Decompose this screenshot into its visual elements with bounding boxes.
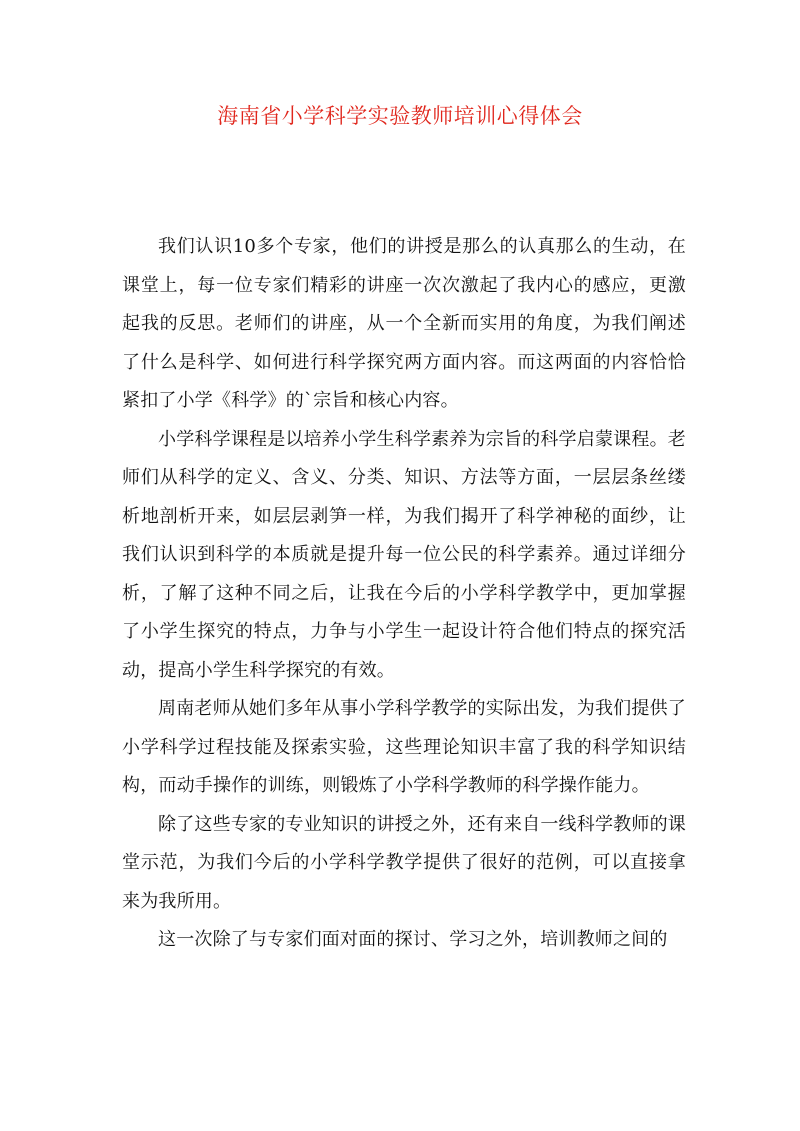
document-body [122,228,686,960]
paragraph: 这一次除了与专家们面对面的探讨、学习之外，培训教师之间的 [158,929,668,950]
paragraph: 周南老师从她们多年从事小学科学教学的实际出发，为我们提供了小学科学过程技能及探索实验，这些理论知识丰富了我的科学知识结构，而动手操作的训练，则锻炼了小学科学教师的科学操作能力。 [122,698,686,796]
document-title: 海南省小学科学实验教师培训心得体会 [217,104,583,128]
paragraph: 我们认识10多个专家，他们的讲授是那么的认真那么的生动，在课堂上，每一位专家们精彩的讲座一次次激起了我内心的感应，更激起我的反思。老师们的讲座，从一个全新而实用的角度，为我们阐述了什么是科学、如何进行科学探究两方面内容。而这两面的内容恰恰紧扣了小学《科学》的`宗旨和核心内容。 [122,236,686,411]
paragraph: 除了这些专家的专业知识的讲授之外，还有来自一线科学教师的课堂示范，为我们今后的小学科学教学提供了很好的范例，可以直接拿来为我所用。 [122,813,686,912]
paragraph: 小学科学课程是以培养小学生科学素养为宗旨的科学启蒙课程。老师们从科学的定义、含义、分类、知识、方法等方面，一层层条丝缕析地剖析开来，如层层剥笋一样，为我们揭开了科学神秘的面纱，让我们认识到科学的本质就是提升每一位公民的科学素养。通过详细分析，了解了这种不同之后，让我在今后的小学科学教学中，更加掌握了小学生探究的特点，力争与小学生一起设计符合他们特点的探究活动，提高小学生科学探究的有效。 [122,428,686,681]
